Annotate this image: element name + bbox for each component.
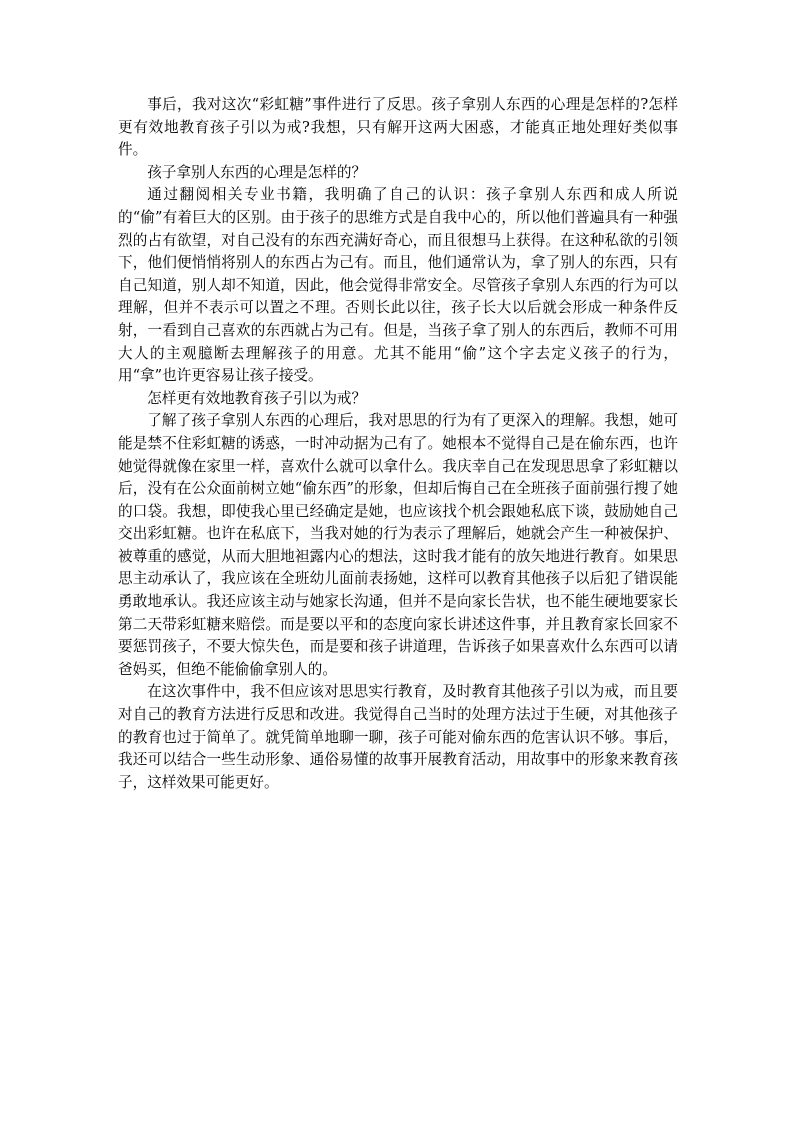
- paragraph-education: 了解了孩子拿别人东西的心理后，我对思思的行为有了更深入的理解。我想，她可能是禁不住彩虹糖的诱惑，一时冲动据为己有了。她根本不觉得自己是在偷东西，也许她觉得就像在家里一样，喜欢什么就可以拿什么。我庆幸自己在发现思思拿了彩虹糖以后，没有在公众面前树立她“偷东西”的形象，但却后悔自己在全班孩子面前强行搜了她的口袋。我想，即使我心里已经确定是她，也应该找个机会跟她私底下谈，鼓励她自己交出彩虹糖。也许在私底下，当我对她的行为表示了理解后，她就会产生一种被保护、被尊重的感觉，从而大胆地袒露内心的想法，这时我才能有的放矢地进行教育。如果思思主动承认了，我应该在全班幼儿面前表扬她，这样可以教育其他孩子以后犯了错误能勇敢地承认。我还应该主动与她家长沟通，但并不是向家长告状，也不能生硬地要家长第二天带彩虹糖来赔偿。而是要以平和的态度向家长讲述这件事，并且教育家长回家不要惩罚孩子，不要大惊失色，而是要和孩子讲道理，告诉孩子如果喜欢什么东西可以请爸妈买，但绝不能偷偷拿别人的。: [118, 412, 678, 678]
- document-body: [118, 94, 678, 794]
- section-heading-psychology: 孩子拿别人东西的心理是怎样的？: [147, 163, 367, 181]
- section-heading-education: 怎样更有效地教育孩子引以为戒？: [147, 389, 367, 407]
- paragraph-conclusion: 在这次事件中，我不但应该对思思实行教育，及时教育其他孩子引以为戒，而且要对自己的教育方法进行反思和改进。我觉得自己当时的处理方法过于生硬，对其他孩子的教育也过于简单了。就凭简单地聊一聊，孩子可能对偷东西的危害认识不够。事后，我还可以结合一些生动形象、通俗易懂的故事开展教育活动，用故事中的形象来教育孩子，这样效果可能更好。: [118, 683, 678, 791]
- paragraph-psychology: 通过翻阅相关专业书籍，我明确了自己的认识：孩子拿别人东西和成人所说的“偷”有着巨大的区别。由于孩子的思维方式是自我中心的，所以他们普遍具有一种强烈的占有欲望，对自己没有的东西充满好奇心，而且很想马上获得。在这种私欲的引领下，他们便悄悄将别人的东西占为己有。而且，他们通常认为，拿了别人的东西，只有自己知道，别人却不知道，因此，他会觉得非常安全。尽管孩子拿别人东西的行为可以理解，但并不表示可以置之不理。否则长此以往，孩子长大以后就会形成一种条件反射，一看到自己喜欢的东西就占为己有。但是，当孩子拿了别人的东西后，教师不可用大人的主观臆断去理解孩子的用意。尤其不能用“偷”这个字去定义孩子的行为，用“拿”也许更容易让孩子接受。: [118, 186, 678, 385]
- paragraph-reflection-intro: 事后，我对这次“彩虹糖”事件进行了反思。孩子拿别人东西的心理是怎样的?怎样更有效地教育孩子引以为戒?我想，只有解开这两大困惑，才能真正地处理好类似事件。: [118, 96, 678, 159]
